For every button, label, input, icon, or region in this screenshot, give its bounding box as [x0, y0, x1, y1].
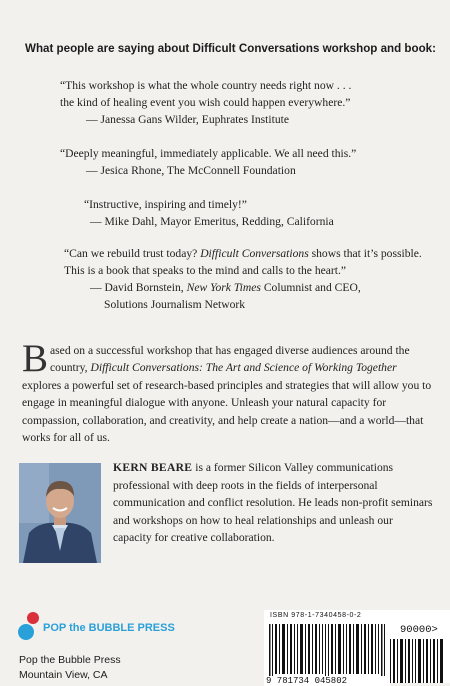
isbn-label: ISBN 978-1-7340458-0-2 [270, 612, 362, 619]
testimonial-3 [84, 196, 444, 230]
publisher-address [19, 653, 169, 683]
isbn-barcode [264, 610, 450, 686]
price-barcode-bars [390, 639, 446, 683]
price-code: 90000> [400, 624, 438, 636]
publisher-logo-text: POP the BUBBLE PRESS [43, 622, 175, 634]
quote-attribution: — Jesica Rhone, The McConnell Foundation [86, 164, 296, 177]
quote-line: “Deeply meaningful, immediately applicable. We all need this.” [60, 147, 357, 160]
endorsements-heading: What people are saying about Difficult Conversations workshop and book: [25, 42, 436, 55]
quote-attribution-org: Solutions Journalism Network [104, 298, 246, 311]
author-photo [19, 463, 101, 563]
quote-attribution: — Mike Dahl, Mayor Emeritus, Redding, California [90, 215, 334, 228]
book-full-title: Difficult Conversations: The Art and Science of Working Together [90, 361, 397, 375]
quote-line: This is a book that speaks to the mind and calls to the heart.” [64, 264, 347, 277]
quote-line: “Instructive, inspiring and timely!” [84, 198, 247, 211]
testimonial-4 [64, 245, 424, 313]
book-title: Difficult Conversations [200, 247, 309, 260]
barcode-digits: 9 781734 045802 [264, 676, 390, 686]
publisher-name: Pop the Bubble Press [19, 654, 121, 666]
quote-line: the kind of healing event you wish could happen everywhere.” [60, 96, 351, 109]
quote-attribution: — David Bornstein, New York Times Columnist and CEO, [90, 281, 361, 294]
book-description: Based on a successful workshop that has engaged diverse audiences around the country, Difficult Conversations: The Art and Science of Working Together explores a powerful set of research-based principles and strategies that will allow you to engage in meaningful dialogue with anyone. Unleash your natural capacity for compassion, collaboration, and creativity, and help create a nation—and a world—that works for all of us. [22, 337, 432, 445]
author-bio: KERN BEARE is a former Silicon Valley communications professional with deep roots in the fields of interpersonal communication and conflict resolution. He leads non-profit seminars and workshops on how to heal relationships and unleash our capacity for creative collaboration. [113, 461, 433, 545]
testimonial-2 [60, 145, 420, 179]
quote-line: “Can we rebuild trust today? Difficult Conversations shows that it’s possible. [64, 247, 422, 260]
drop-cap: B [22, 337, 49, 380]
barcode-bars [269, 624, 387, 680]
author-name: KERN BEARE [113, 461, 193, 474]
publisher-city: Mountain View, CA [19, 669, 108, 681]
quote-attribution: — Janessa Gans Wilder, Euphrates Institute [86, 113, 289, 126]
quote-line: “This workshop is what the whole country needs right now . . . [60, 79, 352, 92]
publisher-logo [18, 612, 198, 646]
publication-name: New York Times [186, 281, 261, 294]
testimonial-1 [60, 77, 420, 128]
